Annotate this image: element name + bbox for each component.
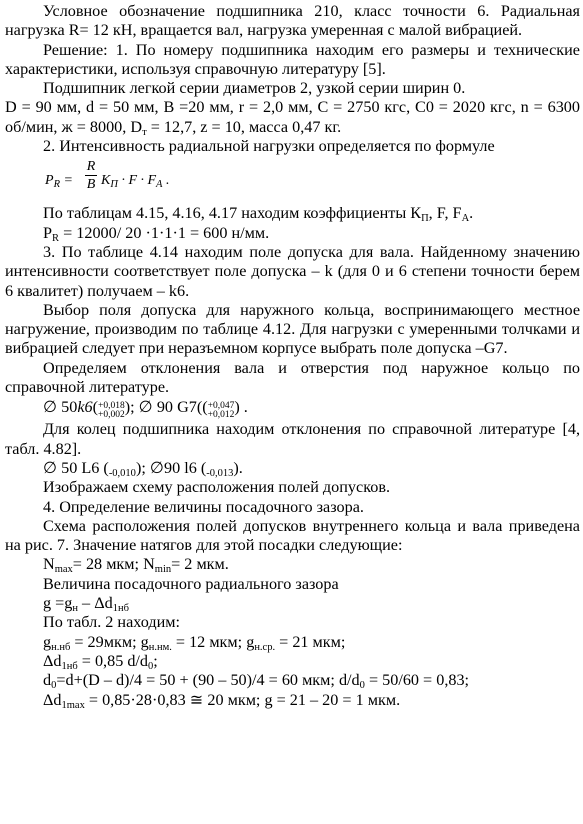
formula-d0: $d_0=d+(D - d)/4 = 50 + (90 - 50)/4 = 60$ мкм; $d/d_0 = 50/60 = 0,83$; [43,671,470,692]
paragraph-solution-step1: Решение: 1. По номеру подшипника находим его размеры и технические характеристики, используя справочную литературу [5]. [5,40,580,78]
formula-lhs: $P_R$ = [45,173,73,191]
paragraph-outer-ring: Выбор поля допуска для наружного кольца, воспринимающего местное нагружение, производим по таблице 4.12. Для нагрузки с умеренными толчками и вибрацией следует при неразъемном корпусе выбрать поле допуска –G7. [5,300,580,358]
formula-rhs: $K_П \cdot F \cdot F_A$ . [101,173,170,191]
formula-load-intensity [5,156,580,204]
formula-delta-d-max: $\Delta d_{1max} = 0,85\cdot 28\cdot 0,83$ ≅ 20 мкм; g = 21 – 20 = 1 мкм. [43,690,401,711]
paragraph-bearing-params: D = 90 мм, d = 50 мм, B =20 мм, r = 2,0 мм, C = 2750 кгс, C0 = 2020 кгс, n = 6300 об/мин, ж = 8000, $D_т = 12,7$, z = 10, масса 0,47 кг. [5,98,580,138]
paragraph-scheme-description: Схема расположения полей допусков внутреннего кольца и вала приведена на рис. 7. Значение натягов для этой посадки следующие: [5,516,580,555]
formula-clearance: $g =g_н - \Delta d_{1нб}$ [43,594,129,615]
tolerance-line-shaft-housing: ∅ 50k6( +0,018 +0,002 ); ∅ 90 G7(( +0,047 +0,012 ) . [43,398,248,421]
paragraph-bearing-series: Подшипник легкой серии диаметров 2, узкой серии ширин 0. [43,79,466,98]
paragraph-task: Условное обозначение подшипника 210, класс точности 6. Радиальная нагрузка R= 12 кН, вращается вал, нагрузка умеренная с малой вибрацией. [5,2,580,40]
paragraph-step2: 2. Интенсивность радиальной нагрузки определяется по формуле [43,137,495,156]
paragraph-coefficients: По таблицам 4.15, 4.16, 4.17 находим коэффициенты $К_П$, F, $F_А$. [43,204,474,225]
paragraph-g-values: $g_{н.нб} = 29мкм$; $g_{н.нм.} = 12$ мкм; $g_{н.ср.} = 21$ мкм; [43,632,346,653]
paragraph-interference: $N_{max}= 28$ мкм; $N_{min}= 2$ мкм. [43,555,229,576]
paragraph-step3: 3. По таблице 4.14 находим поле допуска для вала. Найденному значению интенсивности соответствует поле допуска – k (для 0 и 6 степени точности берем 6 квалитет) получаем – k6. [5,242,580,300]
paragraph-scheme: Изображаем схему расположения полей допусков. [43,478,391,497]
paragraph-table2: По табл. 2 находим: [43,613,181,632]
formula-delta-d: $\Delta d_{1нб} = 0,85$ $d/d_0$; [43,651,158,672]
tolerance-line-rings: ∅ 50 L6 $(_{-0,010})$; ∅90 l6 $(_{-0,013})$. [43,458,243,479]
paragraph-deviations: Определяем отклонения вала и отверстия под наружное кольцо по справочной литературе. [5,358,580,397]
paragraph-pr-value: $P_R = 12000/$ 20 ·1·1·1 = 600 н/мм. [43,223,270,244]
paragraph-clearance-title: Величина посадочного радиального зазора [43,574,339,593]
formula-fraction: $\frac{R}{B}$ [86,159,96,193]
paragraph-step4: 4. Определение величины посадочного зазора. [43,497,364,516]
paragraph-ring-deviations: Для колец подшипника находим отклонения по справочной литературе [4, табл. 4.82]. [5,420,580,458]
